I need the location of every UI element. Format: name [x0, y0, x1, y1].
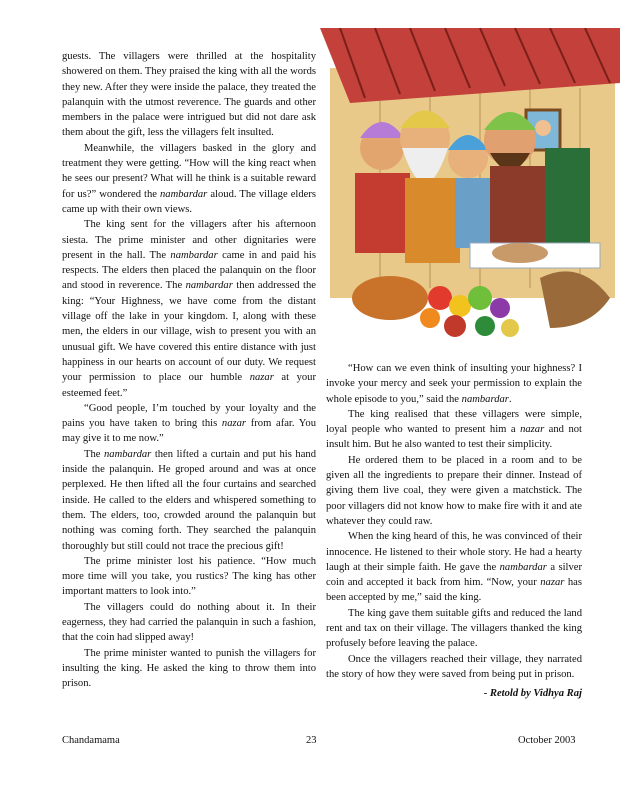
- paragraph: The king gave them suitable gifts and reduced the land rent and tax on their village. The villagers thanked the king profusely before leaving the palace.: [326, 607, 582, 650]
- paragraph: The nambardar then lifted a curtain and put his hand inside the palanquin. He groped around and was at once perplexed. He then lifted all the four curtains and searched inside. He called to the elders and whispered something to them. The elders, too, crowded around the palanquin but nothing was coming forth. They searched the palanquin thoroughly but still could not trace the precious gift!: [62, 448, 316, 552]
- paragraph: “Good people, I’m touched by your loyalty and the pains you have taken to bring this nazar from afar. You may give it to me now.”: [62, 402, 316, 445]
- paragraph: When the king heard of this, he was convinced of their innocence. He listened to their whole story. He had a hearty laugh at their simple faith. He gave the nambardar a silver coin and accepted it back from him. “Now, your nazar has been accepted by me,” said the king.: [326, 531, 582, 604]
- footer-issue-date: October 2003: [518, 735, 576, 746]
- paragraph: Once the villagers reached their village, they narrated the story of how they were saved from being put in prison.: [326, 653, 582, 680]
- paragraph: “How can we even think of insulting your highness? I invoke your mercy and seek your permission to explain the whole episode to you,” said the nambardar.: [326, 363, 582, 405]
- story-credit: - Retold by Vidhya Raj: [483, 688, 582, 700]
- paragraph: He ordered them to be placed in a room and to be given all the ingredients to prepare their dinner. Instead of giving them live coal, they were given a matchstick. The poor villagers did not know how to make fire with it and ate whatever they could raw.: [326, 454, 582, 527]
- villagers-feast-illustration: [320, 28, 620, 358]
- paragraph: The villagers could do nothing about it. In their eagerness, they had carried the palanquin in such a fashion, that the coin had slipped away!: [62, 601, 316, 644]
- paragraph: guests. The villagers were thrilled at the hospitality showered on them. They praised the king with all the words they new. After they were inside the palace, they treated the palanquin with the utmost reverence. The guards and other members in the palace were intrigued but did not dare ask them about the gift, less the villagers felt insulted.: [62, 51, 316, 139]
- roast-chicken: [352, 276, 428, 320]
- window-face: [535, 120, 551, 136]
- footer-page-number: 23: [306, 735, 317, 746]
- footer-magazine-name: Chandamama: [62, 735, 120, 746]
- right-column: [326, 361, 582, 702]
- left-column: [62, 49, 316, 691]
- paragraph: The prime minister wanted to punish the villagers for insulting the king. He asked the king to throw them into prison.: [62, 647, 316, 690]
- paragraph: The king realised that these villagers were simple, loyal people who wanted to present him a nazar and not insult him. But he also wanted to test their simplicity.: [326, 408, 582, 451]
- bread-bowl: [492, 243, 548, 263]
- paragraph: Meanwhile, the villagers basked in the glory and treatment they were getting. “How will the king react when he sees our present? What will he think is a suitable reward for us?” wondered the nambardar aloud. The village elders came up with their own views.: [62, 142, 316, 215]
- paragraph: The king sent for the villagers after his afternoon siesta. The prime minister and other dignitaries were present in the hall. The nambardar came in and paid his respects. The elders then placed the palanquin on the floor and stood in reverence. The nambardar then addressed the king: “Your Highness, we have come from the distant village off the lake in your kingdom. I, along with these men, the elders in our village, wish to present you with an unusual gift. We have covered this entire distance with just happiness in our hearts on account of our duty. We request your permission to place our humble nazar at your esteemed feet.”: [62, 219, 316, 399]
- paragraph: The prime minister lost his patience. “How much more time will you take, you rustics? The king has other important matters to look into.”: [62, 555, 316, 598]
